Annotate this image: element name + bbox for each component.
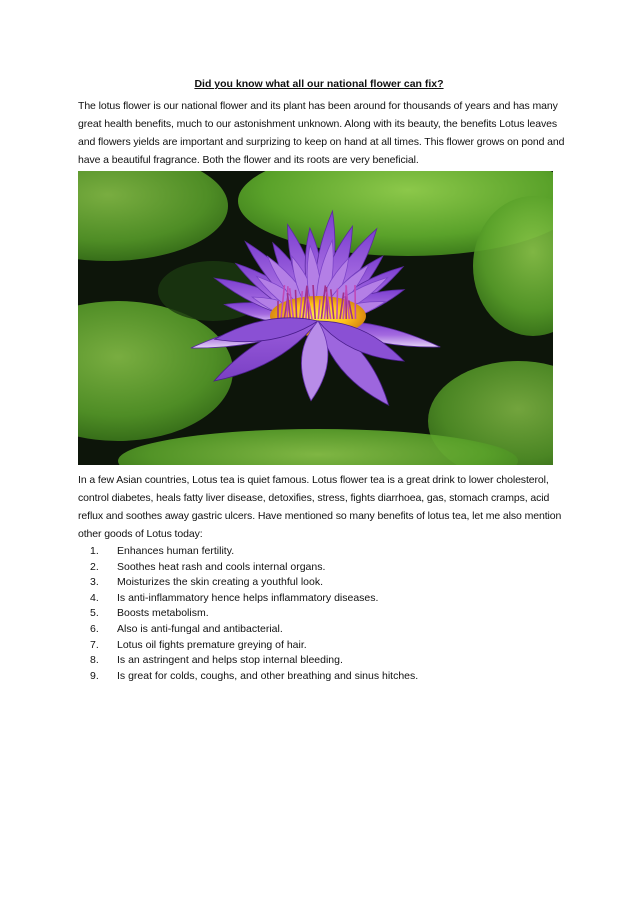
benefits-list [90, 544, 560, 684]
list-item [90, 591, 560, 607]
list-item [90, 544, 560, 560]
list-item [90, 638, 560, 654]
list-item [90, 575, 560, 591]
list-item-text: Lotus oil fights premature greying of hair. [117, 638, 307, 651]
list-item-text: Boosts metabolism. [117, 607, 209, 620]
list-item [90, 669, 560, 685]
lotus-stamen [295, 290, 296, 319]
list-item [90, 560, 560, 576]
list-item-text: Soothes heat rash and cools internal organs. [117, 560, 326, 573]
list-item-number: 2. [90, 560, 99, 573]
lotus-stamen [355, 285, 356, 319]
list-item-text: Is anti-inflammatory hence helps inflammatory diseases. [117, 591, 379, 604]
list-item [90, 653, 560, 669]
list-item-number: 5. [90, 607, 99, 620]
lotus-stamen [337, 289, 338, 319]
list-item-number: 7. [90, 638, 99, 651]
list-item-number: 4. [90, 591, 99, 604]
list-item-text: Enhances human fertility. [117, 545, 235, 557]
list-item-text: Is great for colds, coughs, and other breathing and sinus hitches. [117, 669, 419, 682]
list-item-number: 6. [90, 622, 99, 635]
list-item-number: 3. [90, 576, 99, 589]
list-item [90, 622, 560, 638]
intro-paragraph: The lotus flower is our national flower and its plant has been around for thousands of years and has many great health benefits, much to our astonishment unknown. Along with its beauty, the benefits Lotus leaves and flowers yields are important and surprizing to keep on hand at all times. This flower grows on pond and have a beautiful fragrance. Both the flower and its roots are very beneficial. [78, 100, 565, 166]
list-item [90, 606, 560, 622]
document-title: Did you know what all our national flower can fix? [194, 78, 444, 90]
list-item-text: Moisturizes the skin creating a youthful look. [117, 576, 324, 589]
lotus-flower-photo [78, 171, 553, 465]
list-item-number: 1. [90, 545, 99, 557]
list-item-number: 8. [90, 654, 99, 667]
list-item-text: Also is anti-fungal and antibacterial. [117, 622, 283, 635]
body-paragraph: In a few Asian countries, Lotus tea is quiet famous. Lotus flower tea is a great drink to lower cholesterol, control diabetes, heals fatty liver disease, detoxifies, stress, fights diarrhoea, gas, stomach cramps, acid reflux and soothes away gastric ulcers. Have mentioned so many benefits of lotus tea, let me also mention other goods of Lotus today: [78, 474, 562, 540]
list-item-number: 9. [90, 669, 99, 682]
list-item-text: Is an astringent and helps stop internal bleeding. [117, 654, 343, 667]
